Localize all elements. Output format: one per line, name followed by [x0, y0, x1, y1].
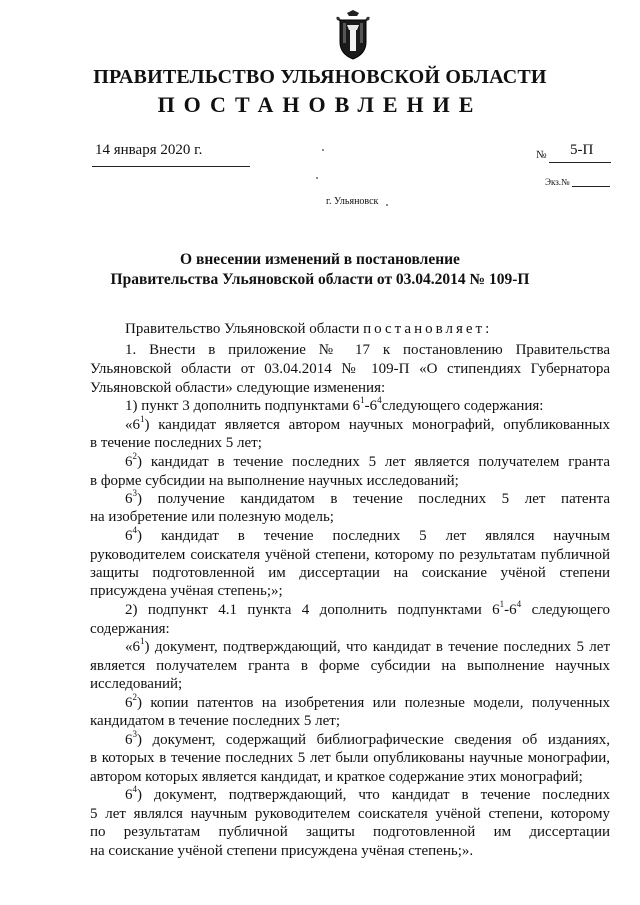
scan-speck — [386, 204, 388, 206]
subpoint-2-line-1: $6^2$) кандидат в течение последних 5 лет является получателем гранта — [125, 451, 610, 470]
subpoint-1-line-2: в течение последних 5 лет; — [90, 435, 262, 451]
scan-speck — [316, 177, 318, 179]
doc-item-4-line-1: $6^4$) документ, подтверждающий, что кандидат в течение последних — [125, 784, 610, 803]
subpoint-2-line-2: в форме субсидии на выполнение научных исследований; — [90, 473, 459, 489]
doc-item-3-line-3: автором которых является кандидат, и краткое содержание этих монографий; — [90, 769, 583, 785]
item-1-line-2: Ульяновской области от 03.04.2014 № 109-П «О стипендиях Губернатора — [90, 361, 610, 377]
date-underline — [92, 166, 250, 167]
document-date: 14 января 2020 г. — [95, 142, 203, 158]
doc-item-3-line-1: $6^3$) документ, содержащий библиографические сведения об изданиях, — [125, 729, 610, 748]
item-1-line-1: 1. Внести в приложение № 17 к постановлению Правительства — [125, 342, 610, 358]
coat-of-arms-icon — [333, 10, 373, 60]
doc-item-1-line-1: «$6^1$) документ, подтверждающий, что кандидат в течение последних 5 лет — [125, 636, 610, 655]
intro-paragraph: Правительство Ульяновской области постановляет: — [125, 321, 493, 337]
copy-number-underline — [572, 186, 610, 187]
subpoint-3-line-1: $6^3$) получение кандидатом в течение последних 5 лет патента — [125, 488, 610, 507]
document-subject — [0, 250, 640, 290]
doc-item-3-line-2: в которых в течение последних 5 лет были опубликованы научные монографии, — [90, 750, 610, 766]
item-1-line-3: Ульяновской области» следующие изменения: — [90, 380, 386, 396]
subpoint-4-line-4: присуждена учёная степень;»; — [90, 583, 283, 599]
doc-item-1-line-3: исследований; — [90, 676, 183, 692]
subpoint-1-line-1: «$6^1$) кандидат является автором научных монографий, опубликованных — [125, 414, 610, 433]
number-underline — [549, 162, 611, 163]
doc-item-4-line-2: 5 лет являлся научным руководителем соискателя учёной степени, которому — [90, 806, 610, 822]
subject-line-1: О внесении изменений в постановление — [180, 251, 460, 268]
subpoint-4-line-3: защиты подготовленной им диссертации на соискание учёной степени — [90, 565, 610, 581]
point-1-line: 1) пункт 3 дополнить подпунктами $6^1-6^4следующего$ содержания: — [125, 395, 544, 414]
scan-speck — [322, 149, 324, 151]
subpoint-4-line-1: $6^4$) кандидат в течение последних 5 лет являлся научным — [125, 525, 610, 544]
copy-number-label: Экз.№ — [545, 177, 570, 187]
organization-title: ПРАВИТЕЛЬСТВО УЛЬЯНОВСКОЙ ОБЛАСТИ — [93, 66, 547, 88]
point-2-line-2: содержания: — [90, 621, 170, 637]
doc-item-4-line-3: по результатам публичной защиты подготовленной им диссертации — [90, 824, 610, 840]
point-2-line-1: 2) подпункт 4.1 пункта 4 дополнить подпунктами $6^1-6^4$ следующего — [125, 599, 610, 618]
subject-line-2: Правительства Ульяновской области от 03.04.2014 № 109-П — [110, 271, 530, 288]
doc-item-2-line-1: $6^2$) копии патентов на изобретения или полезные модели, полученных — [125, 692, 610, 711]
subpoint-4-line-2: руководителем соискателя учёной степени, которому по результатам публичной — [90, 547, 610, 563]
number-sign: № — [536, 149, 547, 161]
document-type-heading: ПОСТАНОВЛЕНИЕ — [157, 92, 483, 117]
city-label: г. Ульяновск — [326, 196, 379, 207]
doc-item-1-line-2: является получателем гранта в форме субсидии на выполнение научных — [90, 658, 610, 674]
doc-item-2-line-2: кандидатом в течение последних 5 лет; — [90, 713, 341, 729]
subpoint-3-line-2: на изобретение или полезную модель; — [90, 509, 334, 525]
document-number: 5-П — [570, 142, 594, 158]
doc-item-4-line-4: на соискание учёной степени присуждена учёная степень;». — [90, 843, 474, 859]
